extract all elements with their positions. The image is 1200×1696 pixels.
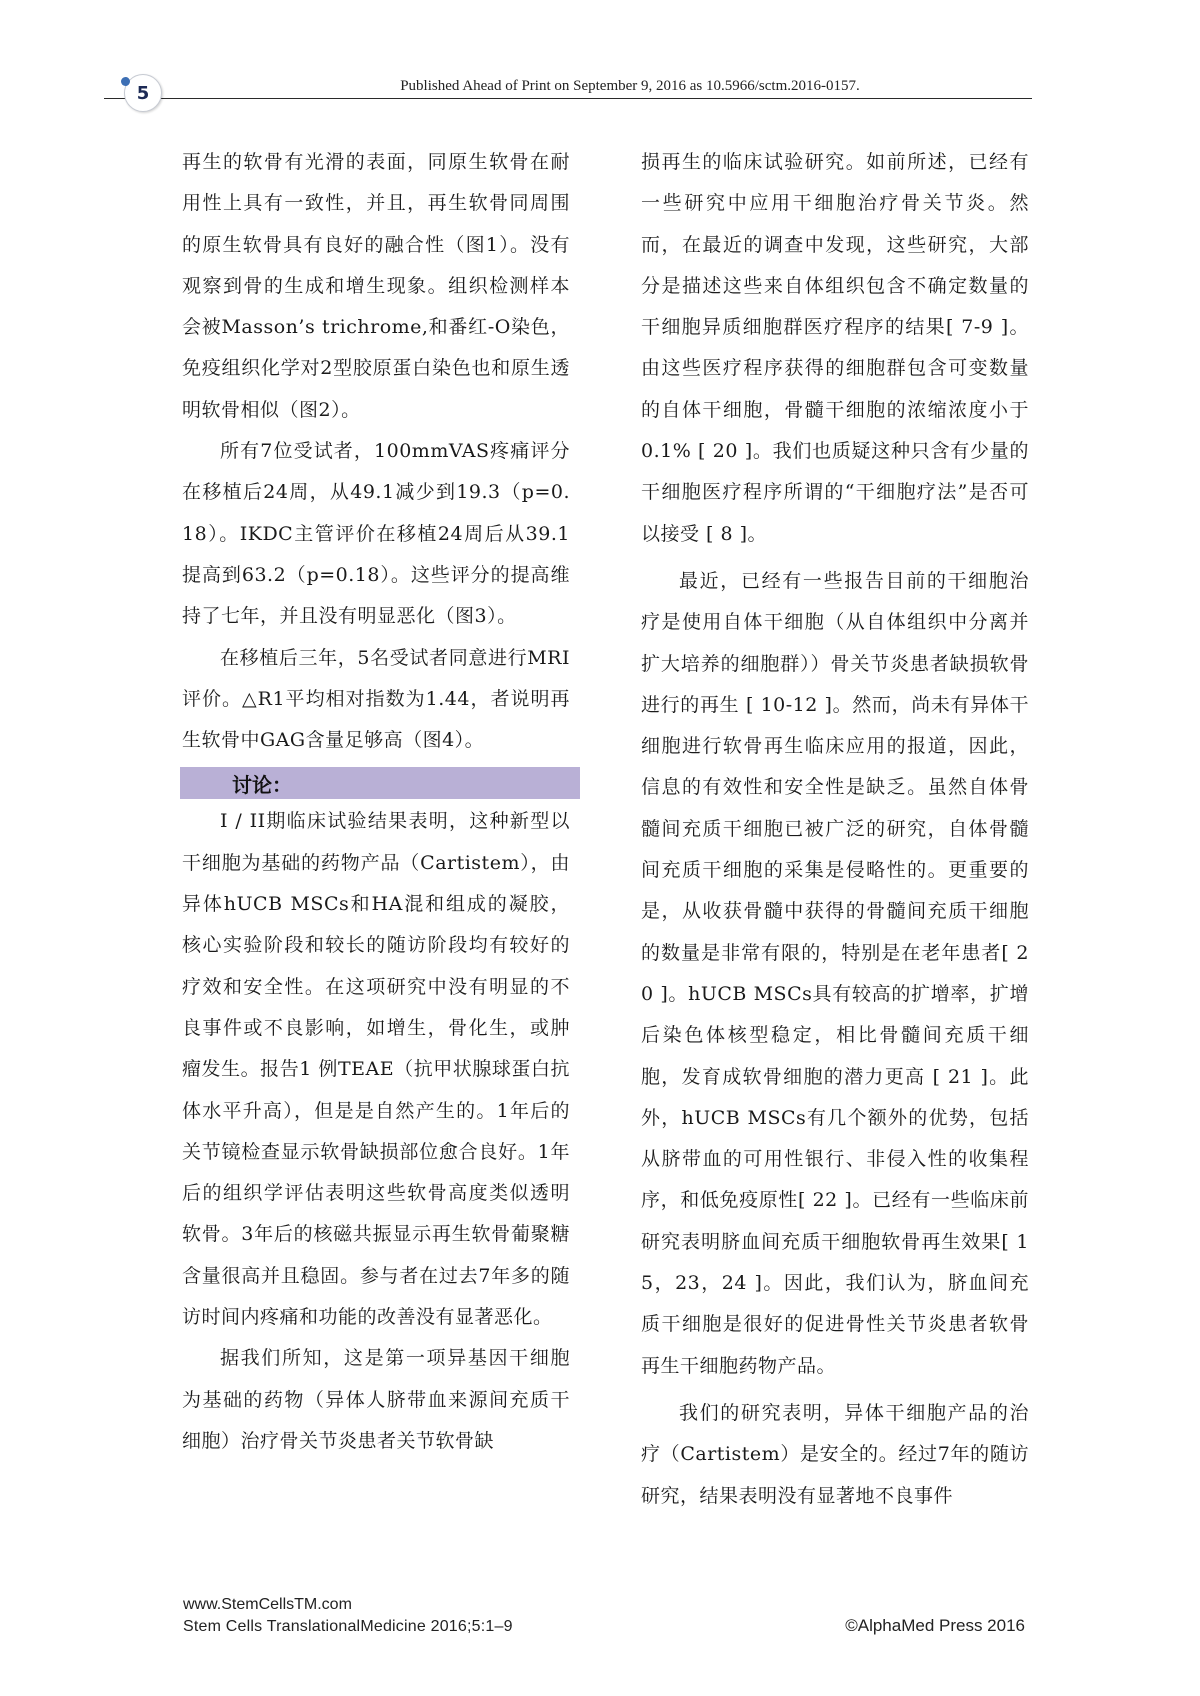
- page-number-badge: [124, 74, 162, 112]
- footer-copyright: ©AlphaMed Press 2016: [845, 1616, 1025, 1635]
- badge-dot-icon: [121, 77, 130, 86]
- paragraph: 据我们所知，这是第一项异基因干细胞为基础的药物（异体人脐带血来源间充质干细胞）治疗骨关节炎患者关节软骨缺: [182, 1347, 570, 1452]
- paragraph: 所有7位受试者，100mmVAS疼痛评分在移植后24周，从49.1减少到19.3（p=0.18）。IKDC主管评价在移植24周后从39.1提高到63.2（p=0.18）。这些评分的提高维持了七年，并且没有明显恶化（图3）。: [182, 440, 570, 628]
- paragraph: 损再生的临床试验研究。如前所述，已经有一些研究中应用干细胞治疗骨关节炎。然而，在最近的调查中发现，这些研究，大部分是描述这些来自体组织包含不确定数量的干细胞异质细胞群医疗程序的结果[ 7-9 ]。由这些医疗程序获得的细胞群包含可变数量的自体干细胞，骨髓干细胞的浓缩浓度小于0.1% [ 20 ]。我们也质疑这种只含有少量的干细胞医疗程序所谓的“干细胞疗法”是否可以接受 [ 8 ]。: [641, 151, 1029, 545]
- paragraph: I / II期临床试验结果表明，这种新型以干细胞为基础的药物产品（Cartistem），由异体hUCB MSCs和HA混和组成的凝胶，核心实验阶段和较长的随访阶段均有较好的疗效和安全性。在这项研究中没有明显的不良事件或不良影响，如增生，骨化生，或肿瘤发生。报告1 例TEAE（抗甲状腺球蛋白抗体水平升高），但是是自然产生的。1年后的关节镜检查显示软骨缺损部位愈合良好。1年后的组织学评估表明这些软骨高度类似透明软骨。3年后的核磁共振显示再生软骨葡聚糖含量很高并且稳固。参与者在过去7年多的随访时间内疼痛和功能的改善没有显著恶化。: [182, 810, 570, 1329]
- published-note: Published Ahead of Print on September 9, 2016 as 10.5966/sctm.2016-0157.: [400, 78, 860, 94]
- paragraph: 最近，已经有一些报告目前的干细胞治疗是使用自体干细胞（从自体组织中分离并扩大培养的细胞群））骨关节炎患者缺损软骨进行的再生 [ 10-12 ]。然而，尚未有异体干细胞进行软骨再生临床应用的报道，因此，信息的有效性和安全性是缺乏。虽然自体骨髓间充质干细胞已被广泛的研究，自体骨髓间充质干细胞的采集是侵略性的。更重要的是，从收获骨髓中获得的骨髓间充质干细胞的数量是非常有限的，特别是在老年患者[ 20 ]。hUCB MSCs具有较高的扩增率，扩增后染色体核型稳定，相比骨髓间充质干细胞，发育成软骨细胞的潜力更高 [ 21 ]。此外，hUCB MSCs有几个额外的优势，包括从脐带血的可用性银行、非侵入性的收集程序，和低免疫原性[ 22 ]。已经有一些临床前研究表明脐血间充质干细胞软骨再生效果[ 15，23，24 ]。因此，我们认为，脐血间充质干细胞是很好的促进骨性关节炎患者软骨再生干细胞药物产品。: [641, 569, 1029, 1377]
- paragraph: 在移植后三年，5名受试者同意进行MRI评价。△R1平均相对指数为1.44，者说明再生软骨中GAG含量足够高（图4）。: [182, 646, 570, 752]
- footer-left: [183, 1594, 513, 1638]
- paragraph: 再生的软骨有光滑的表面，同原生软骨在耐用性上具有一致性，并且，再生软骨同周围的原生软骨具有良好的融合性（图1）。没有观察到骨的生成和增生现象。组织检测样本会被Masson’s trichrome,和番红-O染色，免疫组织化学对2型胶原蛋白染色也和原生透明软骨相似（图2）。: [182, 151, 570, 421]
- paragraph: 我们的研究表明，异体干细胞产品的治疗（Cartistem）是安全的。经过7年的随访研究，结果表明没有显著地不良事件: [641, 1401, 1029, 1507]
- section-title: 讨论：: [232, 772, 292, 797]
- page-number: 5: [136, 82, 150, 104]
- left-column: [182, 142, 570, 1462]
- footer-website: www.StemCellsTM.com: [183, 1596, 352, 1613]
- header-rule: [104, 98, 1032, 99]
- footer-journal: Stem Cells TranslationalMedicine 2016;5:1–9: [183, 1618, 513, 1635]
- right-column: [641, 142, 1029, 1517]
- section-heading-bar: [180, 767, 580, 799]
